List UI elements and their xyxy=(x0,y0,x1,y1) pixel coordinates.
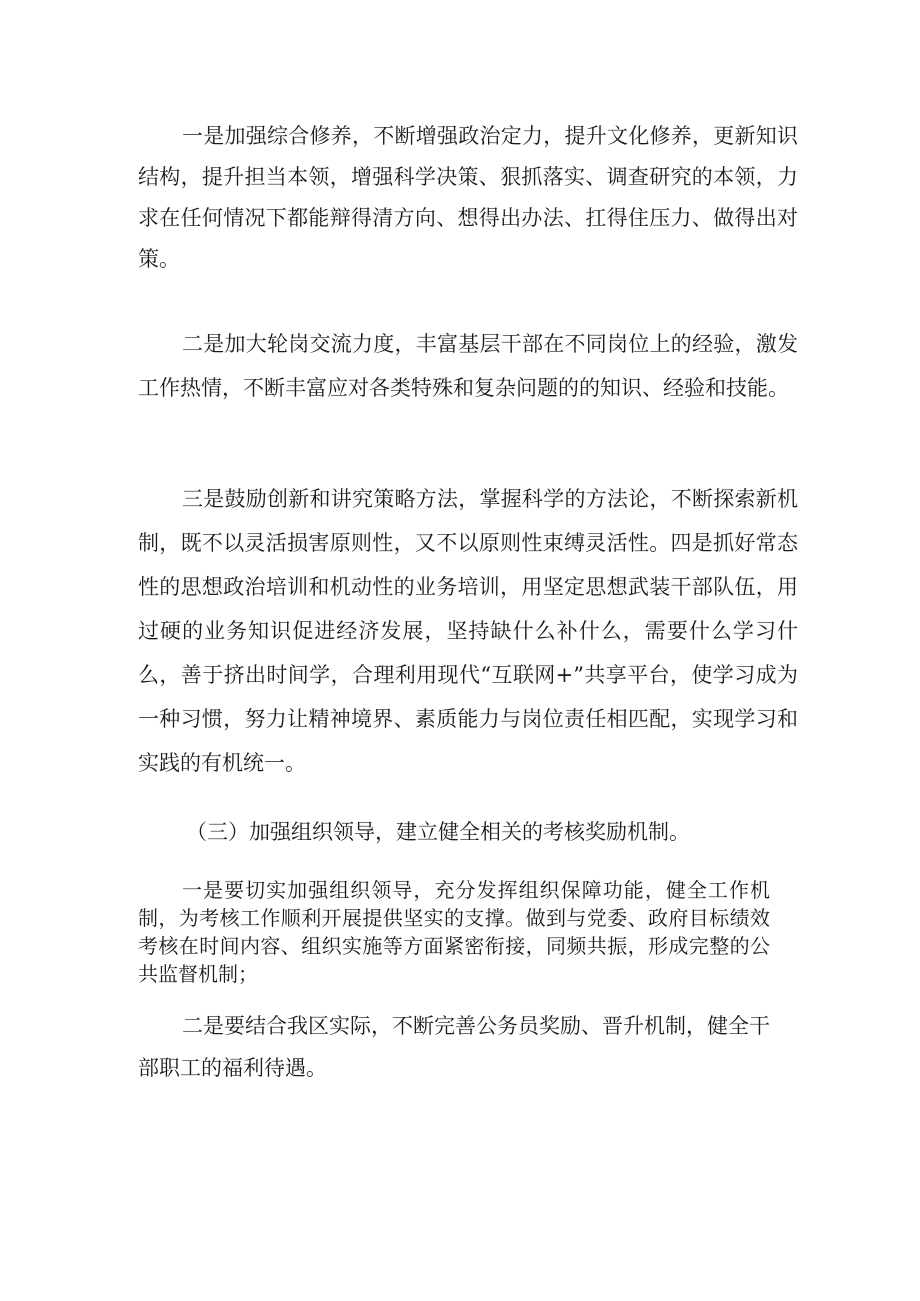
paragraph-job-rotation: 二是加大轮岗交流力度，丰富基层干部在不同岗位上的经验，激发工作热情，不断丰富应对各类特殊和复杂问题的的知识、经验和技能。 xyxy=(138,332,798,400)
section-heading-three: （三）加强组织领导，建立健全相关的考核奖励机制。 xyxy=(186,820,690,844)
paragraph-innovation-training: 三是鼓励创新和讲究策略方法，掌握科学的方法论，不断探索新机制，既不以灵活损害原则性，又不以原则性束缚灵活性。四是抓好常态性的思想政治培训和机动性的业务培训，用坚定思想武装干部队伍，用过硬的业务知识促进经济发展，坚持缺什么补什么，需要什么学习什么，善于挤出时间学，合理利用现代“互联网+”共享平台，使学习成为一种习惯，努力让精神境界、素质能力与岗位责任相匹配，实现学习和实践的有机统一。 xyxy=(138,487,798,775)
paragraph-strengthen-cultivation: 一是加强综合修养，不断增强政治定力，提升文化修养，更新知识结构，提升担当本领，增强科学决策、狠抓落实、调查研究的本领，力求在任何情况下都能辩得清方向、想得出办法、扛得住压力、做得出对策。 xyxy=(138,124,798,271)
paragraph-reward-promotion: 二是要结合我区实际，不断完善公务员奖励、晋升机制，健全干部职工的福利待遇。 xyxy=(138,1014,770,1080)
paragraph-organizational-leadership: 一是要切实加强组织领导，充分发挥组织保障功能，健全工作机制，为考核工作顺利开展提供坚实的支撑。做到与党委、政府目标绩效考核在时间内容、组织实施等方面紧密衔接，同频共振，形成完整的公共监督机制； xyxy=(138,878,770,986)
